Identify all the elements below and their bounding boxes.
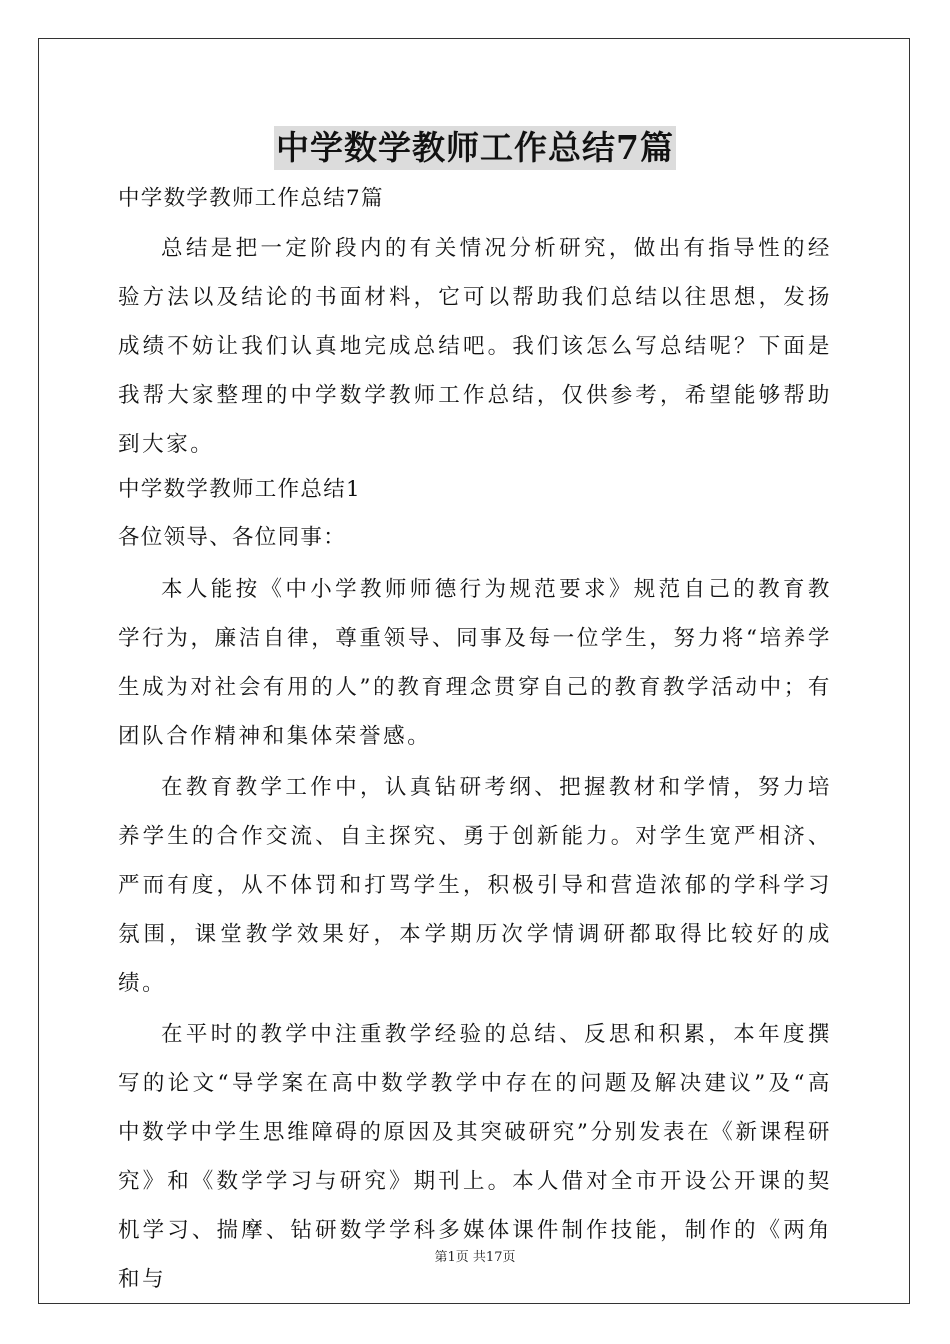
intro-paragraph: 总结是把一定阶段内的有关情况分析研究，做出有指导性的经验方法以及结论的书面材料，它可以帮助我们总结以往思想，发扬成绩不妨让我们认真地完成总结吧。我们该怎么写总结呢？下面是我帮大家整理的中学数学教师工作总结，仅供参考，希望能够帮助到大家。 xyxy=(118,236,832,457)
section-heading: 中学数学教师工作总结1 xyxy=(118,477,361,502)
body-paragraph-3: 在平时的教学中注重教学经验的总结、反思和积累，本年度撰写的论文“导学案在高中数学教学中存在的问题及解决建议”及“高中数学中学生思维障碍的原因及其突破研究”分别发表在《新课程研究》和《数学学习与研究》期刊上。本人借对全市开设公开课的契机学习、揣摩、钻研数学学科多媒体课件制作技能，制作的《两角和与 xyxy=(118,1022,832,1292)
title-container xyxy=(0,126,950,170)
body-paragraph-2: 在教育教学工作中，认真钻研考纲、把握教材和学情，努力培养学生的合作交流、自主探究、勇于创新能力。对学生宽严相济、严而有度，从不体罚和打骂学生，积极引导和营造浓郁的学科学习氛围，课堂教学效果好，本学期历次学情调研都取得比较好的成绩。 xyxy=(118,775,832,996)
document-body xyxy=(118,180,832,1304)
document-title: 中学数学教师工作总结7篇 xyxy=(274,126,676,170)
document-subtitle: 中学数学教师工作总结7篇 xyxy=(118,186,384,211)
body-paragraph-1: 本人能按《中小学教师师德行为规范要求》规范自己的教育教学行为，廉洁自律，尊重领导、同事及每一位学生，努力将“培养学生成为对社会有用的人”的教育理念贯穿自己的教育教学活动中；有团队合作精神和集体荣誉感。 xyxy=(118,577,832,749)
page-footer: 第1页 共17页 xyxy=(434,1250,516,1265)
salutation: 各位领导、各位同事： xyxy=(118,525,347,550)
